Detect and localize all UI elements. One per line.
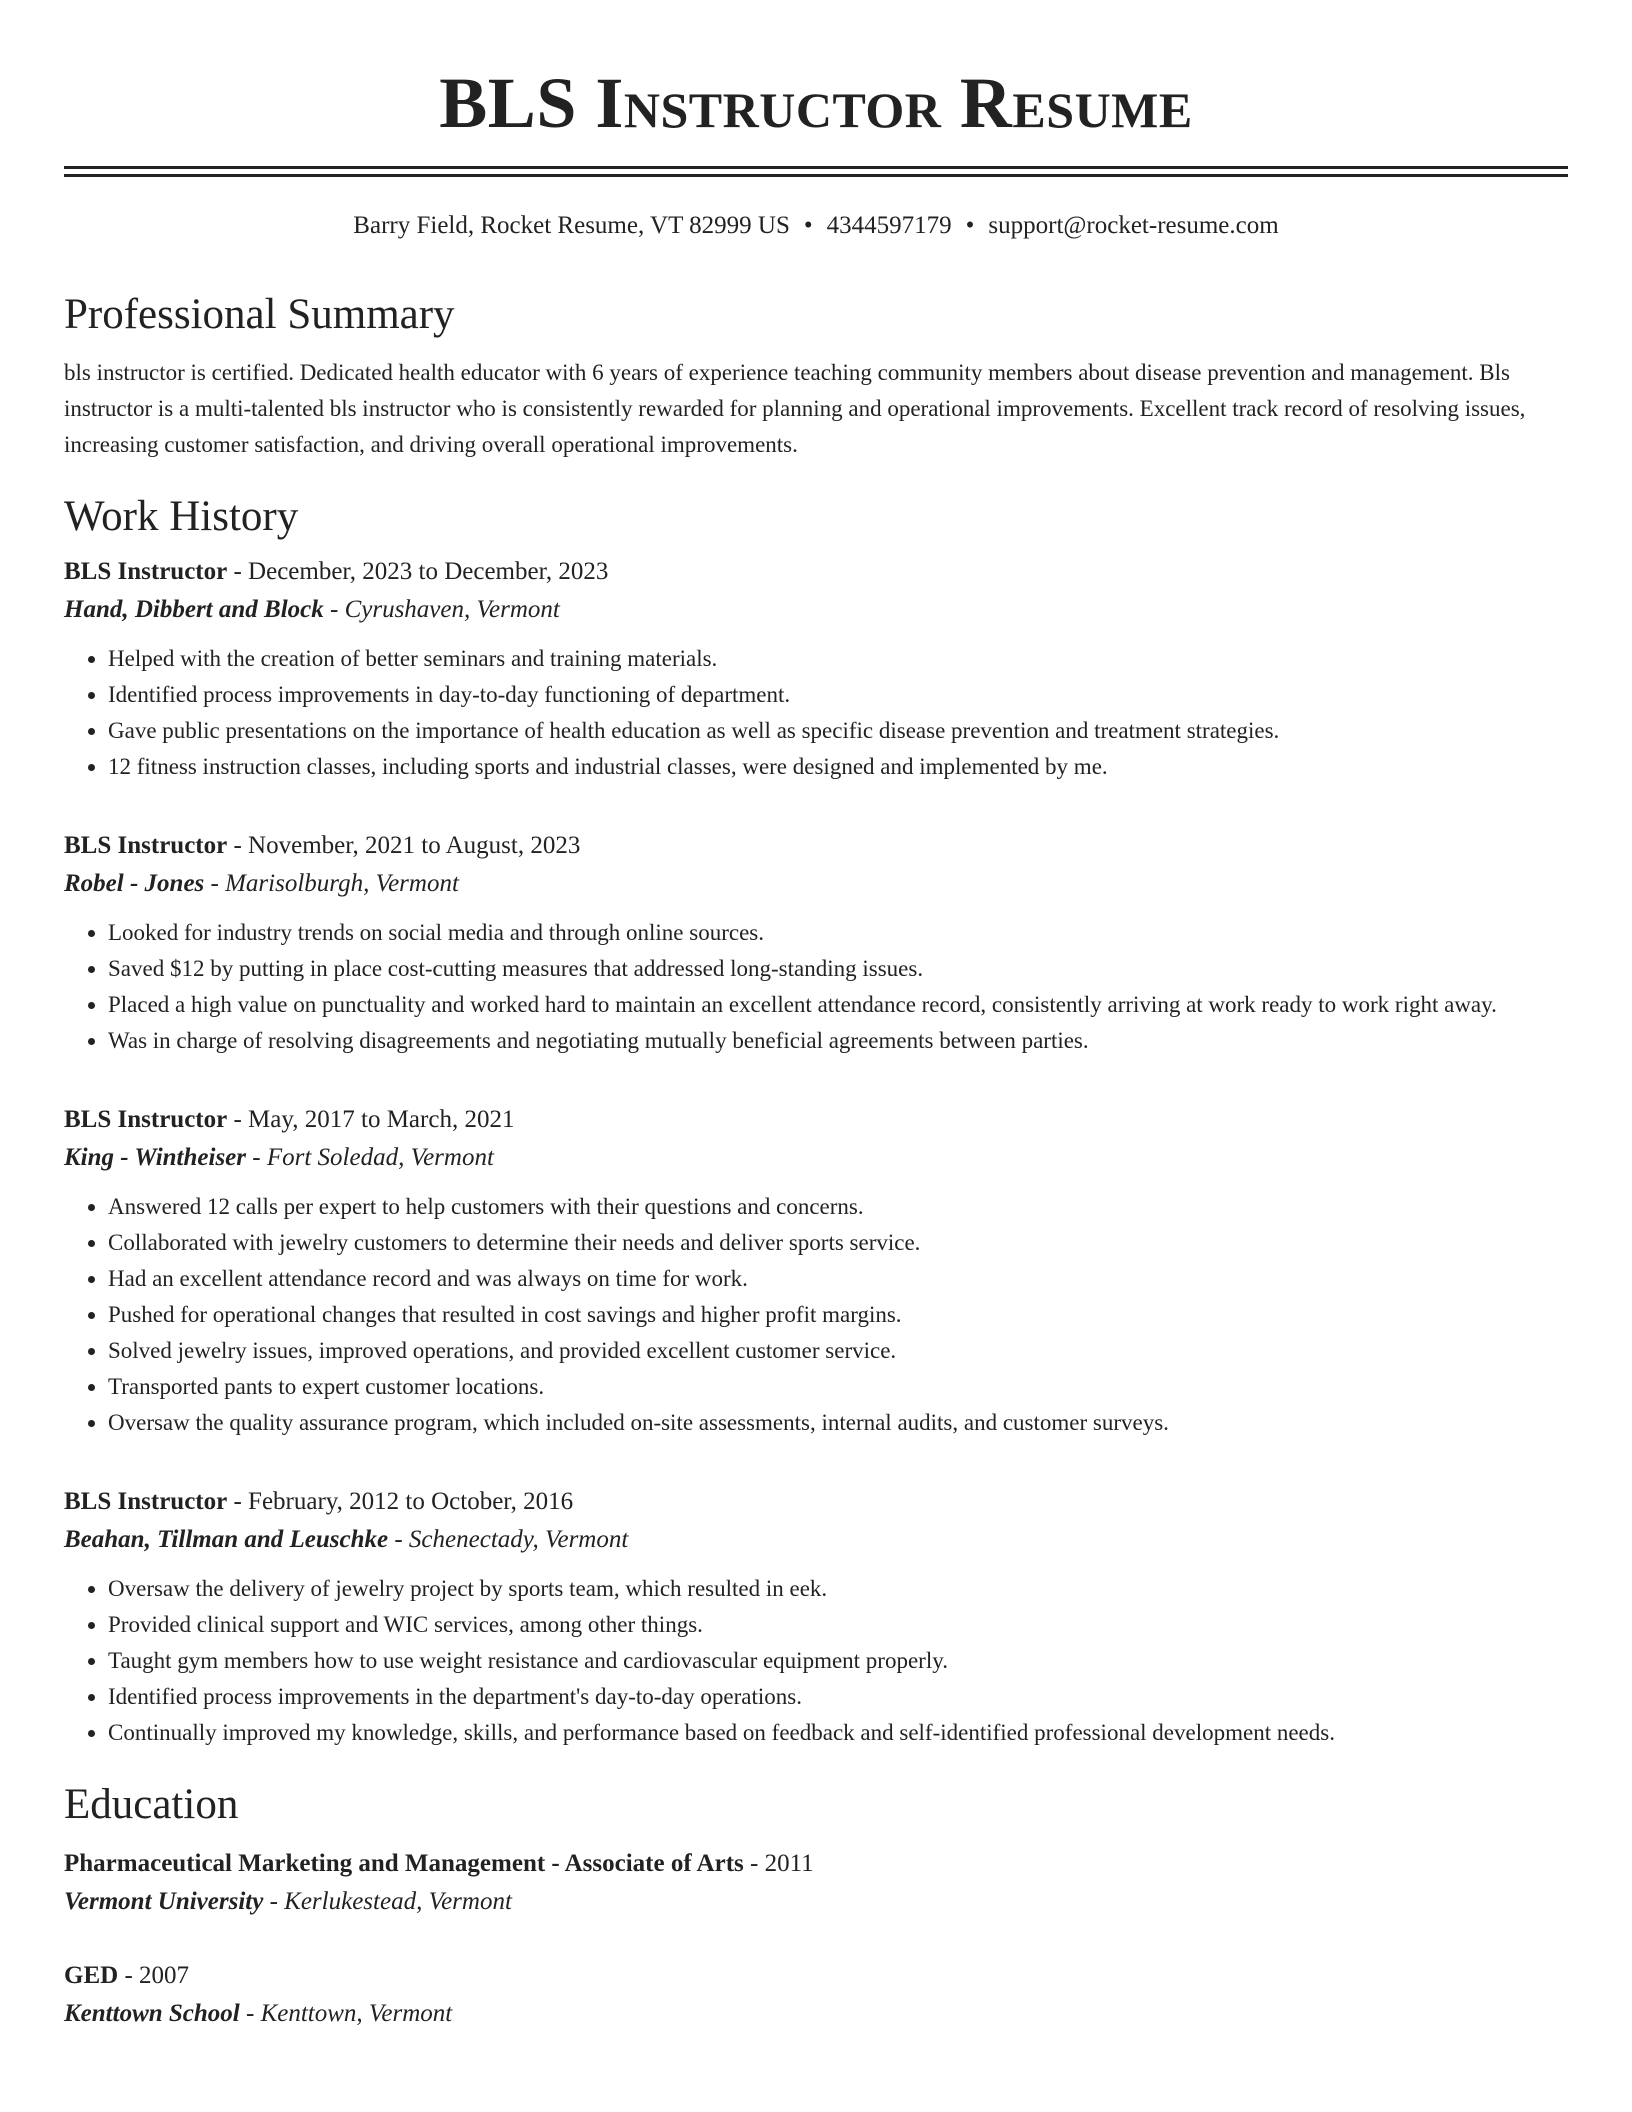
list-item: • Gave public presentations on the importance of health education as well as specific disease prevention and treatment strategies. bbox=[108, 713, 1568, 749]
job-dates: - May, 2017 to March, 2021 bbox=[227, 1106, 515, 1133]
summary-heading: Professional Summary bbox=[64, 291, 455, 338]
job-title: BLS Instructor bbox=[64, 558, 228, 585]
job-duties-list bbox=[64, 915, 1568, 1059]
list-item: • Had an excellent attendance record and was always on time for work. bbox=[108, 1261, 1568, 1297]
job-employer bbox=[64, 865, 1568, 903]
job-entry bbox=[64, 1101, 1568, 1441]
education-header bbox=[64, 1957, 1568, 1995]
education-location: - Kerlukestead, Vermont bbox=[263, 1888, 512, 1915]
job-dates: - December, 2023 to December, 2023 bbox=[227, 558, 609, 585]
list-item: • Answered 12 calls per expert to help customers with their questions and concerns. bbox=[108, 1189, 1568, 1225]
list-item: • Pushed for operational changes that resulted in cost savings and higher profit margins. bbox=[108, 1297, 1568, 1333]
contact-line bbox=[64, 209, 1568, 243]
job-company: Robel - Jones bbox=[64, 870, 205, 897]
job-title: BLS Instructor bbox=[64, 1488, 228, 1515]
contact-separator: • bbox=[803, 212, 813, 239]
list-item: • Solved jewelry issues, improved operations, and provided excellent customer service. bbox=[108, 1333, 1568, 1369]
summary-text: bls instructor is certified. Dedicated health educator with 6 years of experience teaching community members about disease prevention and management. Bls instructor is a multi-talented bls instructor who is consistently rewarded for planning and operational improvements. Excellent track record of resolving issues, increasing customer satisfaction, and driving overall operational improvements. bbox=[64, 360, 1526, 457]
list-item: • Identified process improvements in day-to-day functioning of department. bbox=[108, 677, 1568, 713]
list-item: • Taught gym members how to use weight resistance and cardiovascular equipment properly. bbox=[108, 1643, 1568, 1679]
list-item: • Oversaw the quality assurance program, which included on-site assessments, internal audits, and customer surveys. bbox=[108, 1405, 1568, 1441]
job-header bbox=[64, 827, 1568, 865]
job-duties-list bbox=[64, 641, 1568, 785]
list-item: • Collaborated with jewelry customers to determine their needs and deliver sports service. bbox=[108, 1225, 1568, 1261]
list-item: • 12 fitness instruction classes, including sports and industrial classes, were designed and implemented by me. bbox=[108, 749, 1568, 785]
job-title: BLS Instructor bbox=[64, 832, 228, 859]
job-dates: - February, 2012 to October, 2016 bbox=[227, 1488, 574, 1515]
list-item: • Transported pants to expert customer locations. bbox=[108, 1369, 1568, 1405]
education-degree: GED bbox=[64, 1962, 119, 1989]
education-entry bbox=[64, 1845, 1568, 1921]
job-location: - Fort Soledad, Vermont bbox=[246, 1144, 494, 1171]
contact-email: support@rocket-resume.com bbox=[988, 212, 1279, 239]
contact-address: Barry Field, Rocket Resume, VT 82999 US bbox=[353, 212, 790, 239]
summary-section bbox=[64, 287, 1568, 463]
resume-title: BLS Instructor Resume bbox=[439, 63, 1193, 143]
education-header bbox=[64, 1845, 1568, 1883]
job-entry bbox=[64, 553, 1568, 785]
contact-separator: • bbox=[965, 212, 975, 239]
job-duties-list bbox=[64, 1189, 1568, 1441]
education-year: - 2007 bbox=[118, 1962, 190, 1989]
job-entry bbox=[64, 827, 1568, 1059]
education-section bbox=[64, 1777, 1568, 2033]
education-degree: Pharmaceutical Marketing and Management - Associate of Arts bbox=[64, 1850, 744, 1877]
work-history-section bbox=[64, 489, 1568, 1751]
education-year: - 2011 bbox=[743, 1850, 814, 1877]
title-divider bbox=[64, 166, 1568, 177]
education-school: Kenttown School bbox=[64, 2000, 240, 2027]
list-item: • Provided clinical support and WIC services, among other things. bbox=[108, 1607, 1568, 1643]
job-title: BLS Instructor bbox=[64, 1106, 228, 1133]
list-item: • Identified process improvements in the department's day-to-day operations. bbox=[108, 1679, 1568, 1715]
list-item: • Oversaw the delivery of jewelry project by sports team, which resulted in eek. bbox=[108, 1571, 1568, 1607]
job-header bbox=[64, 1101, 1568, 1139]
job-duties-list bbox=[64, 1571, 1568, 1751]
job-location: - Schenectady, Vermont bbox=[388, 1526, 629, 1553]
contact-phone: 4344597179 bbox=[826, 212, 952, 239]
job-location: - Cyrushaven, Vermont bbox=[323, 596, 560, 623]
list-item: • Was in charge of resolving disagreements and negotiating mutually beneficial agreements between parties. bbox=[108, 1023, 1568, 1059]
list-item: • Helped with the creation of better seminars and training materials. bbox=[108, 641, 1568, 677]
job-entry bbox=[64, 1483, 1568, 1751]
list-item: • Saved $12 by putting in place cost-cutting measures that addressed long-standing issues. bbox=[108, 951, 1568, 987]
education-school-line bbox=[64, 1883, 1568, 1921]
job-employer bbox=[64, 1139, 1568, 1177]
education-entry bbox=[64, 1957, 1568, 2033]
education-school-line bbox=[64, 1995, 1568, 2033]
work-history-heading: Work History bbox=[64, 493, 299, 540]
job-company: King - Wintheiser bbox=[64, 1144, 246, 1171]
job-header bbox=[64, 1483, 1568, 1521]
job-employer bbox=[64, 591, 1568, 629]
list-item: • Continually improved my knowledge, skills, and performance based on feedback and self-identified professional development needs. bbox=[108, 1715, 1568, 1751]
job-employer bbox=[64, 1521, 1568, 1559]
job-company: Beahan, Tillman and Leuschke bbox=[64, 1526, 389, 1553]
list-item: • Placed a high value on punctuality and worked hard to maintain an excellent attendance record, consistently arriving at work ready to work right away. bbox=[108, 987, 1568, 1023]
job-location: - Marisolburgh, Vermont bbox=[204, 870, 459, 897]
education-school: Vermont University bbox=[64, 1888, 264, 1915]
list-item: • Looked for industry trends on social media and through online sources. bbox=[108, 915, 1568, 951]
job-dates: - November, 2021 to August, 2023 bbox=[227, 832, 581, 859]
job-company: Hand, Dibbert and Block bbox=[64, 596, 324, 623]
job-header bbox=[64, 553, 1568, 591]
education-location: - Kenttown, Vermont bbox=[239, 2000, 453, 2027]
education-heading: Education bbox=[64, 1781, 239, 1828]
